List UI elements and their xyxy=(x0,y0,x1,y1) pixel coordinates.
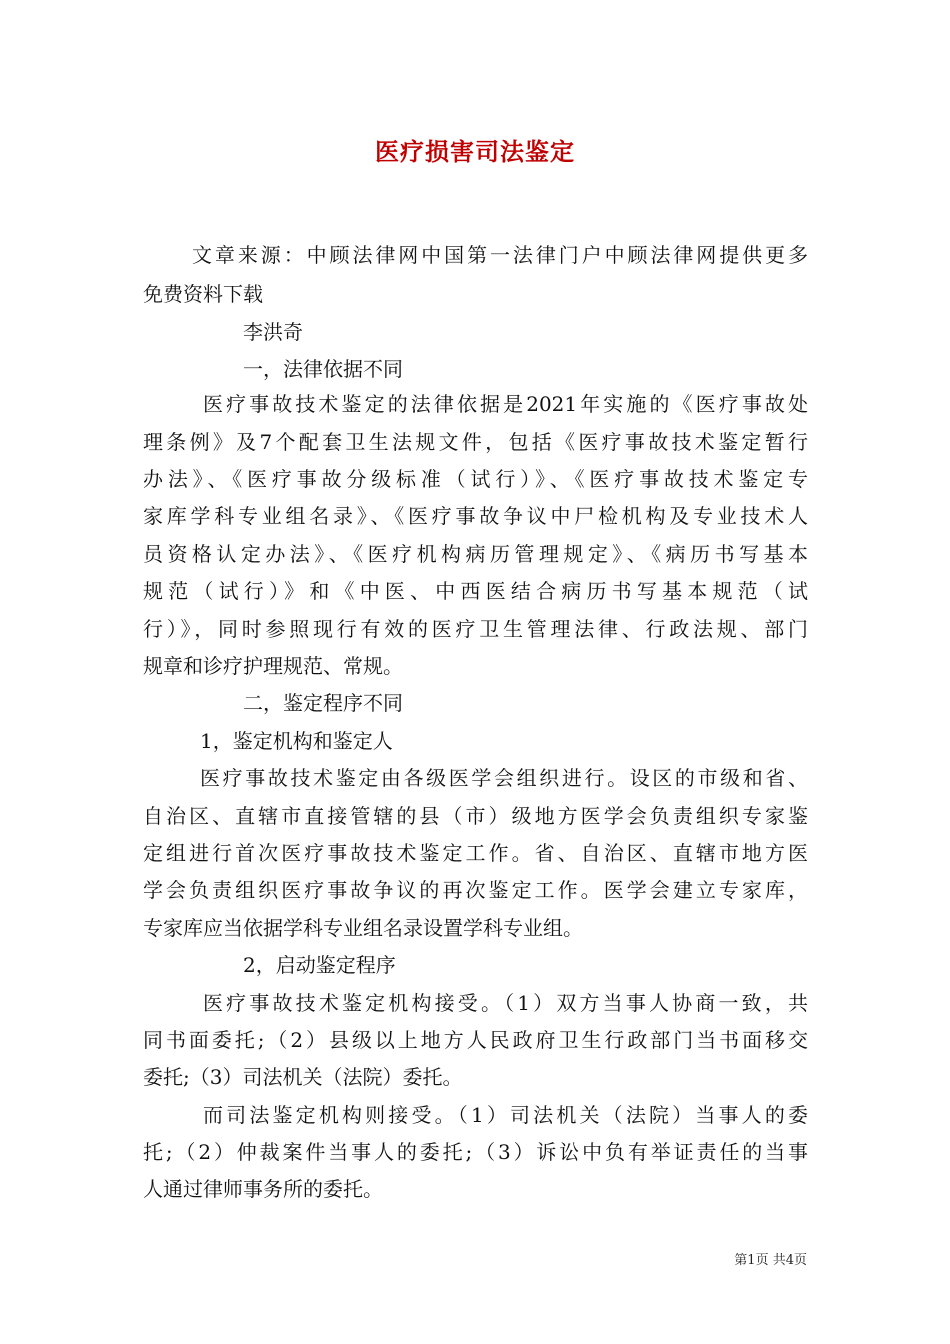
paragraph-line: 而司法鉴定机构则接受。（1）司法机关（法院）当事人的委 xyxy=(203,1103,808,1127)
paragraph-line: 员资格认定办法》、《医疗机构病历管理规定》、《病历书写基本 xyxy=(143,542,808,566)
paragraph-line: 委托;（3）司法机关（法院）委托。 xyxy=(143,1065,463,1089)
page-prefix: 第 xyxy=(734,1253,748,1268)
author-name: 李洪奇 xyxy=(243,320,303,344)
page-suffix: 页 xyxy=(793,1253,807,1268)
paragraph-line: 规范（试行）》和《中医、中西医结合病历书写基本规范（试 xyxy=(143,579,808,603)
section-heading: 一，法律依据不同 xyxy=(243,357,403,381)
paragraph-line: 家库学科专业组名录》、《医疗事故争议中尸检机构及专业技术人 xyxy=(143,504,808,528)
paragraph-line: 自治区、直辖市直接管辖的县（市）级地方医学会负责组织专家鉴 xyxy=(143,804,808,828)
paragraph-line: 专家库应当依据学科专业组名录设置学科专业组。 xyxy=(143,916,583,940)
subsection-heading: 2，启动鉴定程序 xyxy=(243,953,396,977)
page-footer xyxy=(734,1249,807,1268)
paragraph-line: 同书面委托;（2）县级以上地方人民政府卫生行政部门当书面移交 xyxy=(143,1028,808,1052)
document-title: 医疗损害司法鉴定 xyxy=(375,137,575,166)
page-mid: 页 共 xyxy=(755,1253,786,1268)
paragraph-line: 学会负责组织医疗事故争议的再次鉴定工作。医学会建立专家库， xyxy=(143,878,808,902)
paragraph-line: 托;（2）仲裁案件当事人的委托;（3）诉讼中负有举证责任的当事 xyxy=(143,1140,808,1164)
paragraph-line: 办法》、《医疗事故分级标准（试行）》、《医疗事故技术鉴定专 xyxy=(143,467,808,491)
page-total: 4 xyxy=(785,1253,794,1268)
section-heading: 二，鉴定程序不同 xyxy=(243,691,403,715)
subsection-heading: 1，鉴定机构和鉴定人 xyxy=(200,729,393,753)
paragraph-line: 医疗事故技术鉴定机构接受。（1）双方当事人协商一致，共 xyxy=(203,991,808,1015)
paragraph-line: 人通过律师事务所的委托。 xyxy=(143,1177,383,1201)
paragraph-line: 医疗事故技术鉴定由各级医学会组织进行。设区的市级和省、 xyxy=(200,766,808,790)
paragraph-line: 文章来源：中顾法律网中国第一法律门户中顾法律网提供更多 xyxy=(192,243,808,267)
paragraph-line: 行）》，同时参照现行有效的医疗卫生管理法律、行政法规、部门 xyxy=(143,617,808,641)
paragraph-line: 理条例》及7个配套卫生法规文件，包括《医疗事故技术鉴定暂行 xyxy=(143,430,808,454)
paragraph-line: 免费资料下载 xyxy=(143,282,263,306)
paragraph-line: 规章和诊疗护理规范、常规。 xyxy=(143,654,403,678)
page-number: 1 xyxy=(747,1253,756,1268)
paragraph-line: 医疗事故技术鉴定的法律依据是2021年实施的《医疗事故处 xyxy=(203,392,808,416)
paragraph-line: 定组进行首次医疗事故技术鉴定工作。省、自治区、直辖市地方医 xyxy=(143,841,808,865)
